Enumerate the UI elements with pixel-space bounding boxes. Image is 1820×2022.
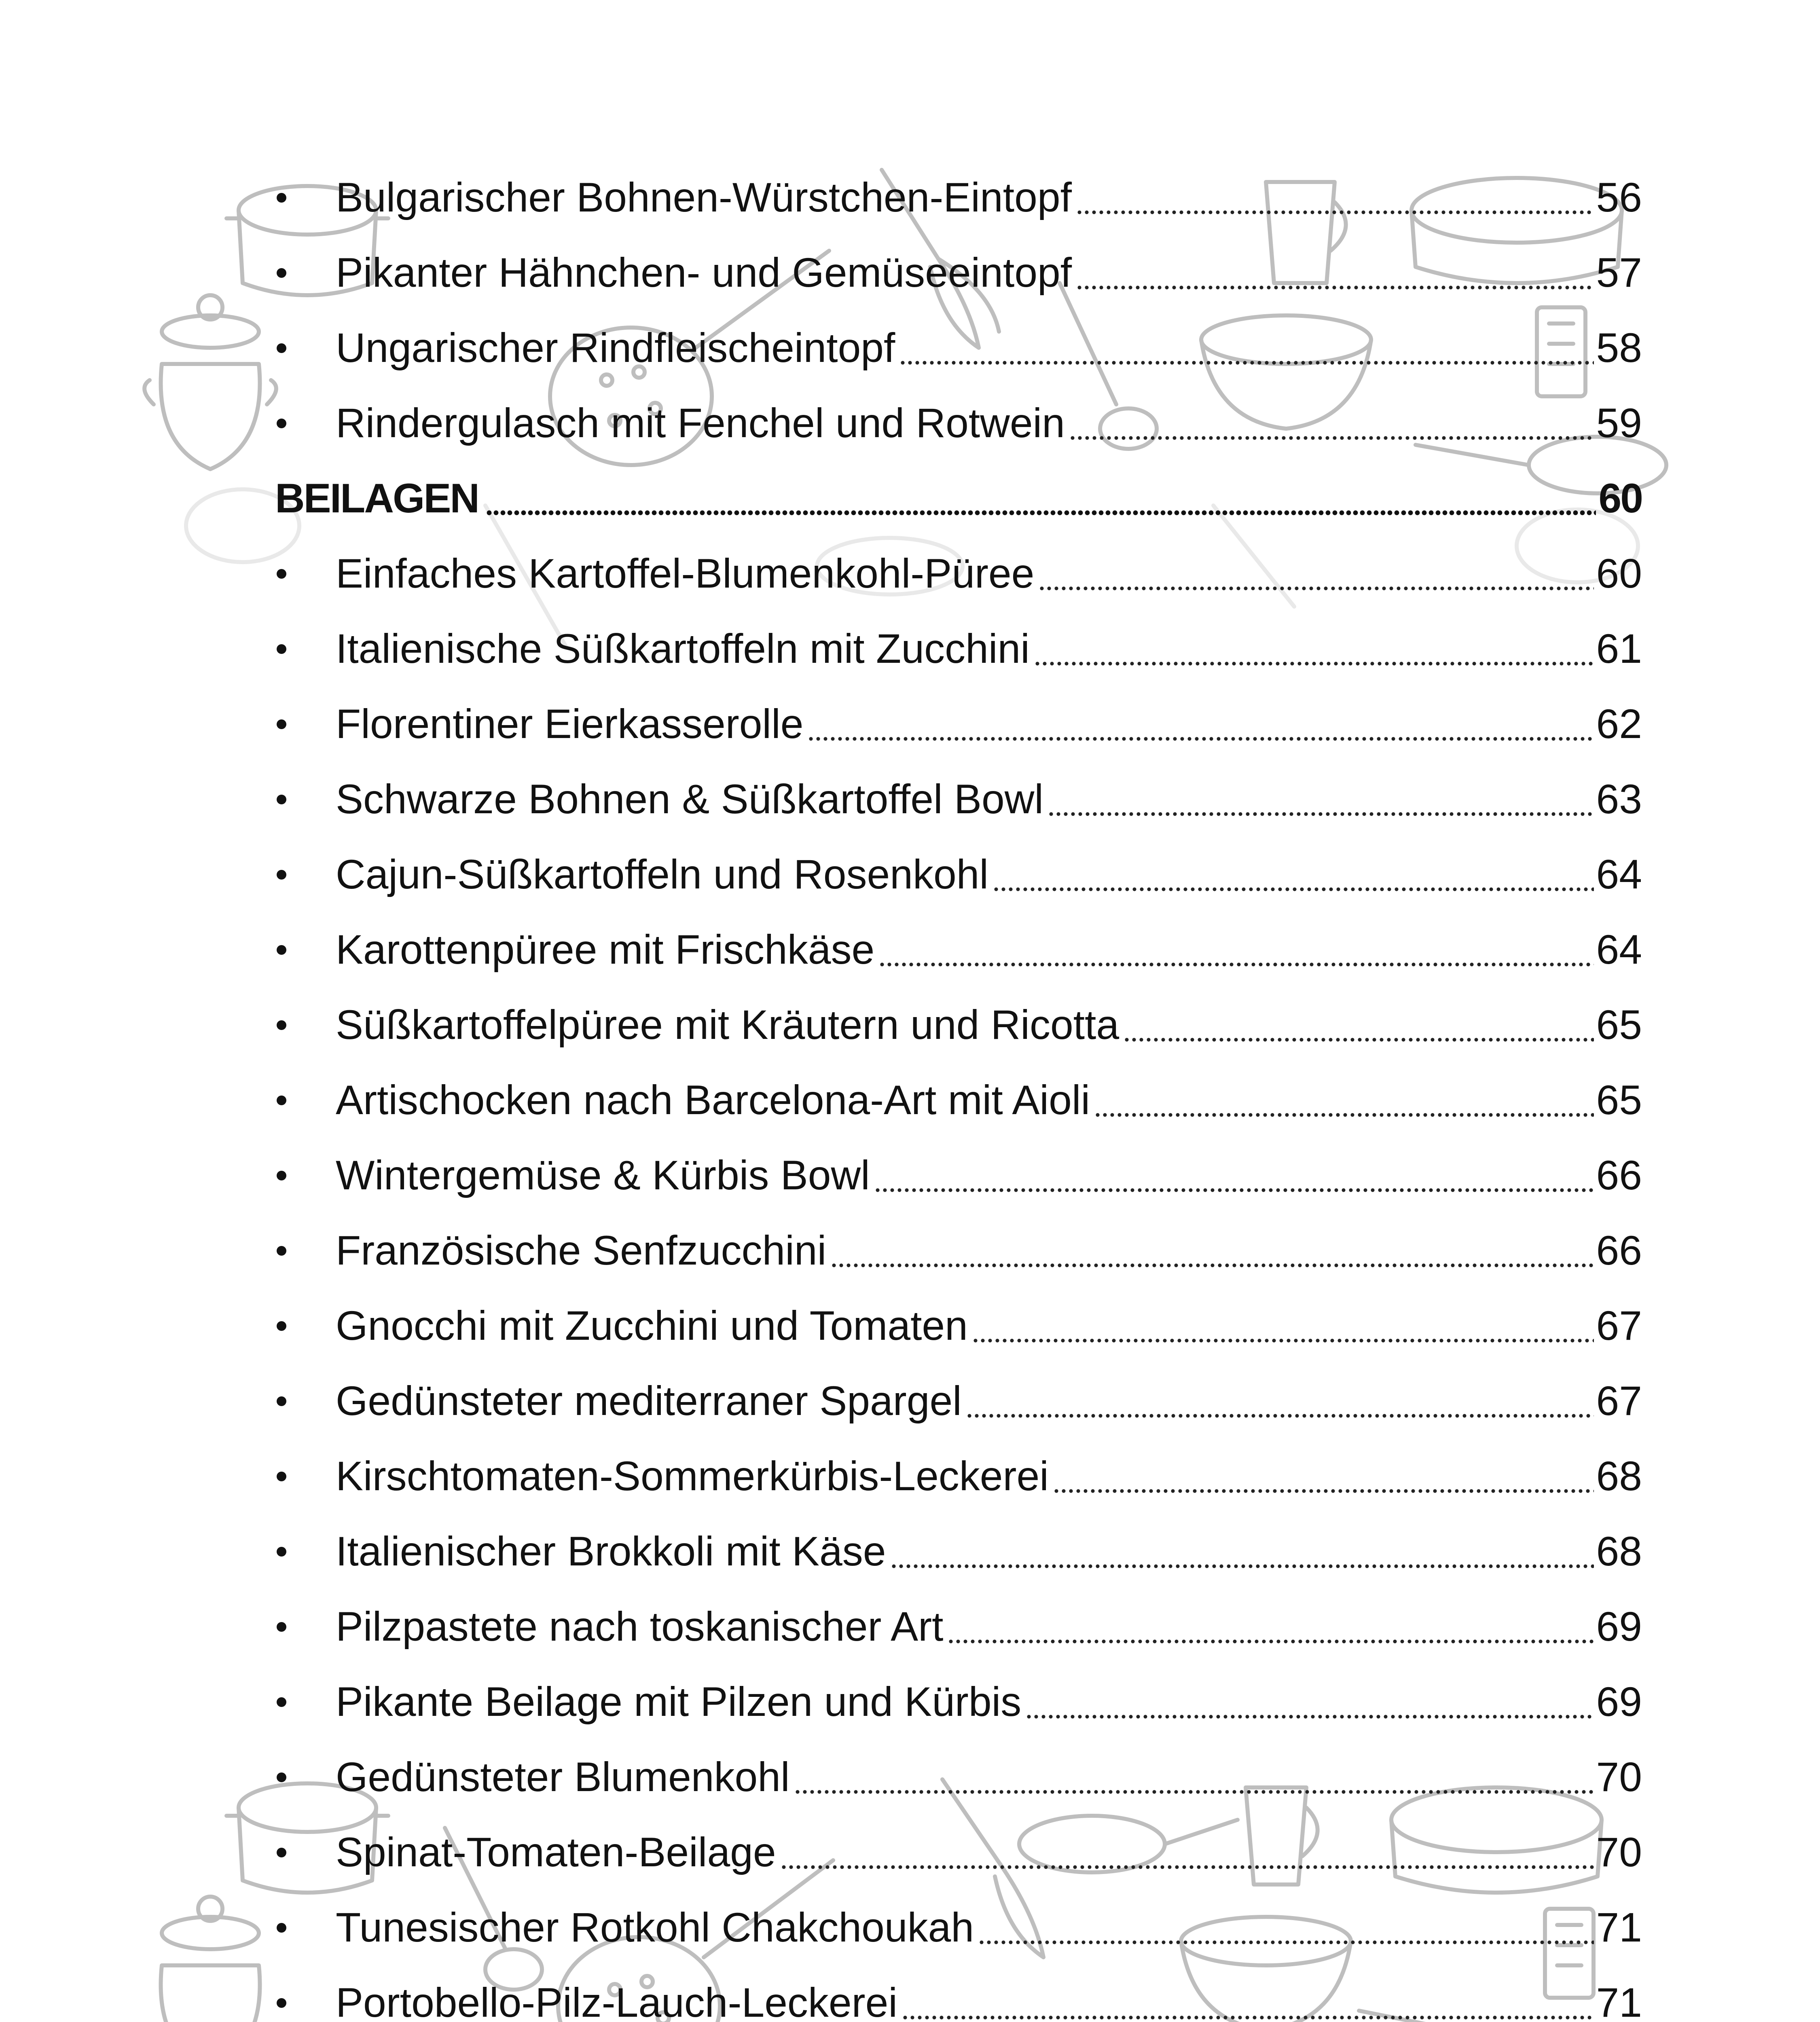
bullet-icon (277, 193, 286, 203)
toc-page-number: 68 (1596, 1453, 1642, 1499)
toc-entry-title: Florentiner Eierkasserolle (336, 701, 804, 747)
toc-entry-title: BEILAGEN (275, 475, 479, 521)
toc-entry-title: Pikante Beilage mit Pilzen und Kürbis (336, 1679, 1022, 1725)
toc-entry-title: Pilzpastete nach toskanischer Art (336, 1603, 944, 1650)
bullet-icon (277, 268, 286, 278)
toc-entry-title: Kirschtomaten-Sommerkürbis-Leckerei (336, 1453, 1049, 1499)
dot-leader (902, 1998, 1594, 2021)
toc-entry[interactable] (275, 912, 1642, 987)
bullet-icon (277, 644, 286, 654)
toc-entry-title: Karottenpüree mit Frischkäse (336, 926, 875, 973)
toc-entry-title: Bulgarischer Bohnen-Würstchen-Eintopf (336, 174, 1072, 220)
toc-page-number: 68 (1596, 1528, 1642, 1574)
dot-leader (978, 1923, 1594, 1946)
bullet-icon (277, 1547, 286, 1557)
toc-page-number: 67 (1596, 1378, 1642, 1424)
toc-page-number: 64 (1596, 851, 1642, 897)
toc-entry[interactable] (275, 987, 1642, 1062)
toc-entry-title: Gedünsteter mediterraner Spargel (336, 1378, 962, 1424)
toc-page-number: 63 (1596, 776, 1642, 822)
toc-entry-title: Rindergulasch mit Fenchel und Rotwein (336, 400, 1065, 446)
toc-page-number: 65 (1596, 1002, 1642, 1048)
bullet-icon (277, 1020, 286, 1030)
toc-entry[interactable] (275, 686, 1642, 761)
lidded-pot-icon (161, 1897, 260, 2022)
toc-entry-title: Italienischer Brokkoli mit Käse (336, 1528, 886, 1574)
bullet-icon (277, 343, 286, 353)
toc-entry-title: Ungarischer Rindfleischeintopf (336, 325, 895, 371)
dot-leader (1069, 419, 1594, 441)
toc-page-number: 57 (1596, 250, 1642, 296)
bullet-icon (277, 569, 286, 579)
toc-page-number: 56 (1596, 174, 1642, 220)
toc-entry[interactable] (275, 385, 1642, 461)
dot-leader (1094, 1096, 1594, 1118)
dot-leader (993, 870, 1594, 893)
bullet-icon (277, 1321, 286, 1331)
toc-page-number: 60 (1598, 475, 1642, 521)
toc-entry[interactable] (275, 1815, 1642, 1890)
toc-page-number: 70 (1596, 1829, 1642, 1875)
lidded-pot-icon (144, 295, 276, 469)
toc-page-number: 66 (1596, 1227, 1642, 1273)
dot-leader (830, 1246, 1594, 1269)
bullet-icon (277, 1923, 286, 1933)
dot-leader (486, 494, 1596, 516)
toc-entry-title: Artischocken nach Barcelona-Art mit Aioli (336, 1077, 1090, 1123)
bullet-icon (277, 1697, 286, 1707)
toc-page-number: 65 (1596, 1077, 1642, 1123)
toc-page-number: 67 (1596, 1303, 1642, 1349)
toc-page-number: 58 (1596, 325, 1642, 371)
toc-entry[interactable] (275, 1890, 1642, 1965)
toc-entry-title: Einfaches Kartoffel-Blumenkohl-Püree (336, 550, 1035, 596)
bullet-icon (277, 870, 286, 880)
toc-section-heading[interactable] (275, 461, 1642, 536)
bullet-icon (277, 1772, 286, 1782)
toc-entry[interactable] (275, 1363, 1642, 1438)
toc-entry[interactable] (275, 160, 1642, 235)
toc-page-number: 71 (1596, 1980, 1642, 2022)
toc-page-number: 59 (1596, 400, 1642, 446)
toc-entry[interactable] (275, 611, 1642, 686)
toc-entry-title: Italienische Süßkartoffeln mit Zucchini (336, 626, 1030, 672)
toc-entry-title: Französische Senfzucchini (336, 1227, 827, 1273)
toc-page-number: 69 (1596, 1603, 1642, 1650)
toc-entry[interactable] (275, 1664, 1642, 1739)
toc-entry-title: Tunesischer Rotkohl Chakchoukah (336, 1904, 974, 1950)
toc-entry-title: Schwarze Bohnen & Süßkartoffel Bowl (336, 776, 1044, 822)
toc-entry-title: Pikanter Hähnchen- und Gemüseeintopf (336, 250, 1072, 296)
toc-page-number: 62 (1596, 701, 1642, 747)
dot-leader (1123, 1020, 1594, 1043)
toc-entry[interactable] (275, 1062, 1642, 1138)
dot-leader (794, 1772, 1594, 1795)
dot-leader (899, 343, 1594, 366)
toc-entry[interactable] (275, 1589, 1642, 1664)
bullet-icon (277, 1396, 286, 1406)
toc-entry-title: Gedünsteter Blumenkohl (336, 1754, 790, 1800)
bullet-icon (277, 1998, 286, 2008)
toc-page-number: 71 (1596, 1904, 1642, 1950)
toc-entry-title: Portobello-Pilz-Lauch-Leckerei (336, 1980, 898, 2022)
dot-leader (972, 1321, 1594, 1344)
toc-entry[interactable] (275, 310, 1642, 385)
table-of-contents (275, 160, 1642, 2022)
dot-leader (1038, 569, 1594, 592)
toc-entry-title: Gnocchi mit Zucchini und Tomaten (336, 1303, 968, 1349)
bullet-icon (277, 945, 286, 955)
dot-leader (1048, 795, 1594, 817)
dot-leader (1034, 644, 1594, 667)
toc-entry[interactable] (275, 536, 1642, 611)
toc-page-number: 64 (1596, 926, 1642, 973)
bullet-icon (277, 1472, 286, 1481)
dot-leader (874, 1171, 1594, 1193)
toc-entry-title: Süßkartoffelpüree mit Kräutern und Ricotta (336, 1002, 1120, 1048)
dot-leader (807, 719, 1594, 742)
dot-leader (780, 1848, 1594, 1870)
toc-page-number: 61 (1596, 626, 1642, 672)
dot-leader (947, 1622, 1594, 1645)
toc-entry[interactable] (275, 1138, 1642, 1213)
bullet-icon (277, 795, 286, 804)
toc-entry[interactable] (275, 1739, 1642, 1815)
dot-leader (878, 945, 1594, 968)
toc-entry[interactable] (275, 761, 1642, 837)
bullet-icon (277, 1171, 286, 1180)
bullet-icon (277, 419, 286, 428)
bullet-icon (277, 1848, 286, 1857)
toc-entry-title: Spinat-Tomaten-Beilage (336, 1829, 776, 1875)
toc-entry[interactable] (275, 1438, 1642, 1514)
toc-entry-title: Cajun-Süßkartoffeln und Rosenkohl (336, 851, 989, 897)
bullet-icon (277, 719, 286, 729)
toc-entry[interactable] (275, 1514, 1642, 1589)
dot-leader (890, 1547, 1594, 1569)
toc-entry[interactable] (275, 235, 1642, 310)
toc-entry[interactable] (275, 1213, 1642, 1288)
toc-page-number: 66 (1596, 1152, 1642, 1198)
bullet-icon (277, 1246, 286, 1256)
dot-leader (966, 1396, 1594, 1419)
bullet-icon (277, 1622, 286, 1632)
toc-page-number: 69 (1596, 1679, 1642, 1725)
toc-entry[interactable] (275, 837, 1642, 912)
toc-entry-title: Wintergemüse & Kürbis Bowl (336, 1152, 870, 1198)
dot-leader (1076, 193, 1594, 216)
bullet-icon (277, 1096, 286, 1105)
toc-entry[interactable] (275, 1288, 1642, 1363)
dot-leader (1076, 268, 1594, 291)
dot-leader (1025, 1697, 1594, 1720)
toc-page-number: 60 (1596, 550, 1642, 596)
toc-entry[interactable] (275, 1965, 1642, 2022)
toc-page-number: 70 (1596, 1754, 1642, 1800)
dot-leader (1053, 1472, 1594, 1494)
